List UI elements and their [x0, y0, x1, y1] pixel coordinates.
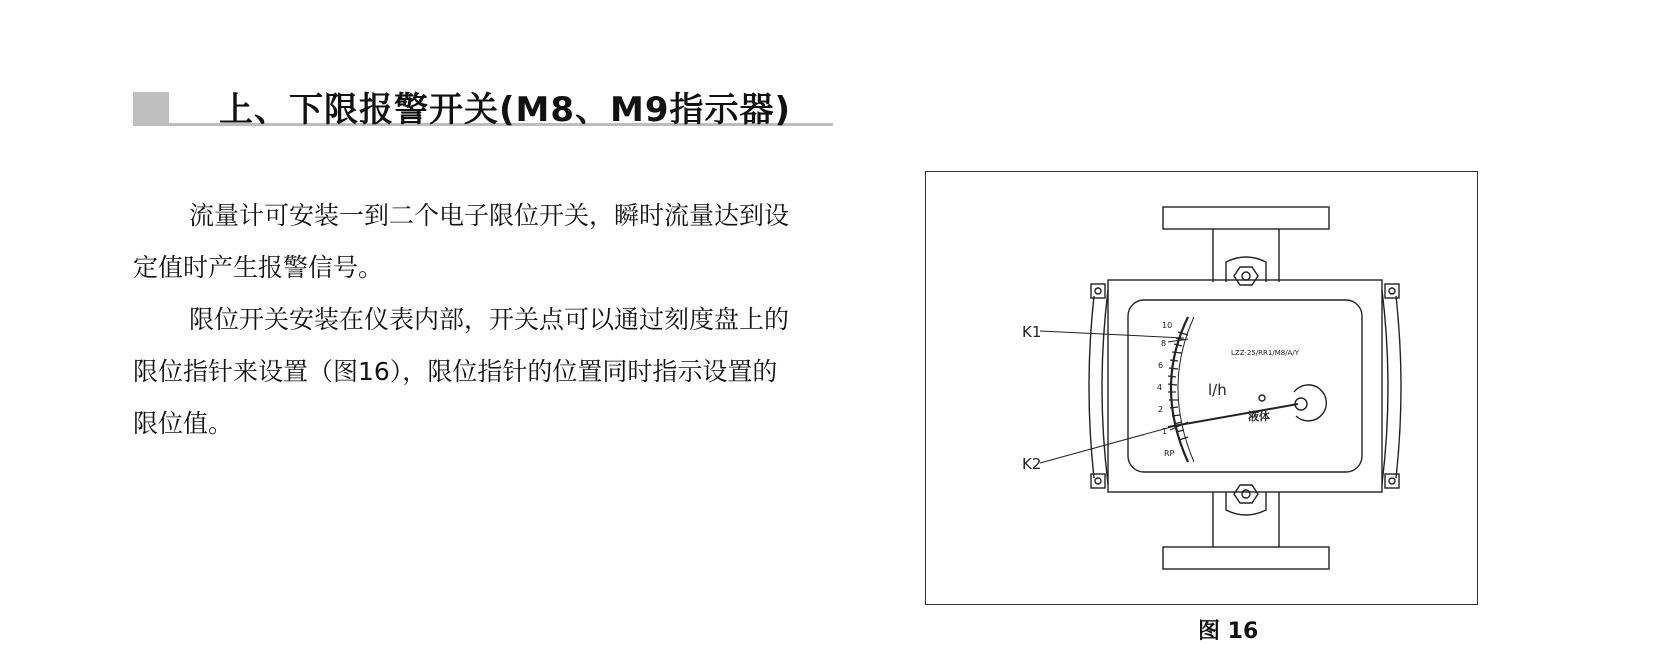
body-text — [133, 190, 798, 450]
top-flange — [1163, 207, 1329, 229]
scale-label-1: 1 — [1162, 427, 1168, 436]
hub-marker — [1259, 395, 1265, 401]
k1-leader — [1040, 331, 1184, 338]
paragraph-1: 流量计可安装一到二个电子限位开关，瞬时流量达到设定值时产生报警信号。 — [133, 201, 790, 282]
medium-label: 液体 — [1248, 410, 1270, 423]
unit-label: l/h — [1208, 381, 1227, 399]
header-marker — [133, 92, 169, 126]
bottom-flange — [1163, 547, 1329, 569]
housing-right-curve — [1396, 296, 1401, 478]
scale-label-8: 8 — [1161, 339, 1167, 348]
scale-label-2: 2 — [1158, 405, 1164, 414]
section-title: 上、下限报警开关(M8、M9指示器) — [219, 90, 792, 130]
top-lug — [1226, 257, 1266, 282]
housing-left-curve-inner — [1102, 290, 1108, 484]
paragraph-2: 限位开关安装在仪表内部，开关点可以通过刻度盘上的限位指针来设置（图16），限位指针的位置同时指示设置的限位值。 — [133, 305, 790, 438]
model-label: LZZ-25/RR1/M8/A/Y — [1231, 349, 1299, 357]
main-pointer — [1168, 404, 1298, 427]
top-nut-icon — [1234, 267, 1258, 285]
callout-k1: K1 — [1022, 323, 1042, 341]
section-header — [133, 92, 833, 128]
scale-label-rp: RP — [1164, 449, 1175, 458]
scale-label-4: 4 — [1157, 383, 1163, 392]
housing-frame — [1108, 280, 1382, 492]
k2-leader — [1040, 424, 1182, 463]
scale-label-6: 6 — [1158, 361, 1164, 370]
housing-right-curve-inner — [1382, 290, 1388, 484]
scale-label-10: 10 — [1162, 321, 1173, 330]
flowmeter-diagram — [926, 172, 1479, 606]
figure-caption: 图 16 — [1198, 619, 1259, 644]
pointer-hub-arc — [1294, 385, 1326, 421]
bottom-nut-icon — [1234, 485, 1258, 503]
corner-screws — [1091, 284, 1399, 488]
callout-k2: K2 — [1022, 455, 1042, 473]
housing-left-curve — [1089, 296, 1094, 478]
figure-16 — [925, 171, 1478, 605]
